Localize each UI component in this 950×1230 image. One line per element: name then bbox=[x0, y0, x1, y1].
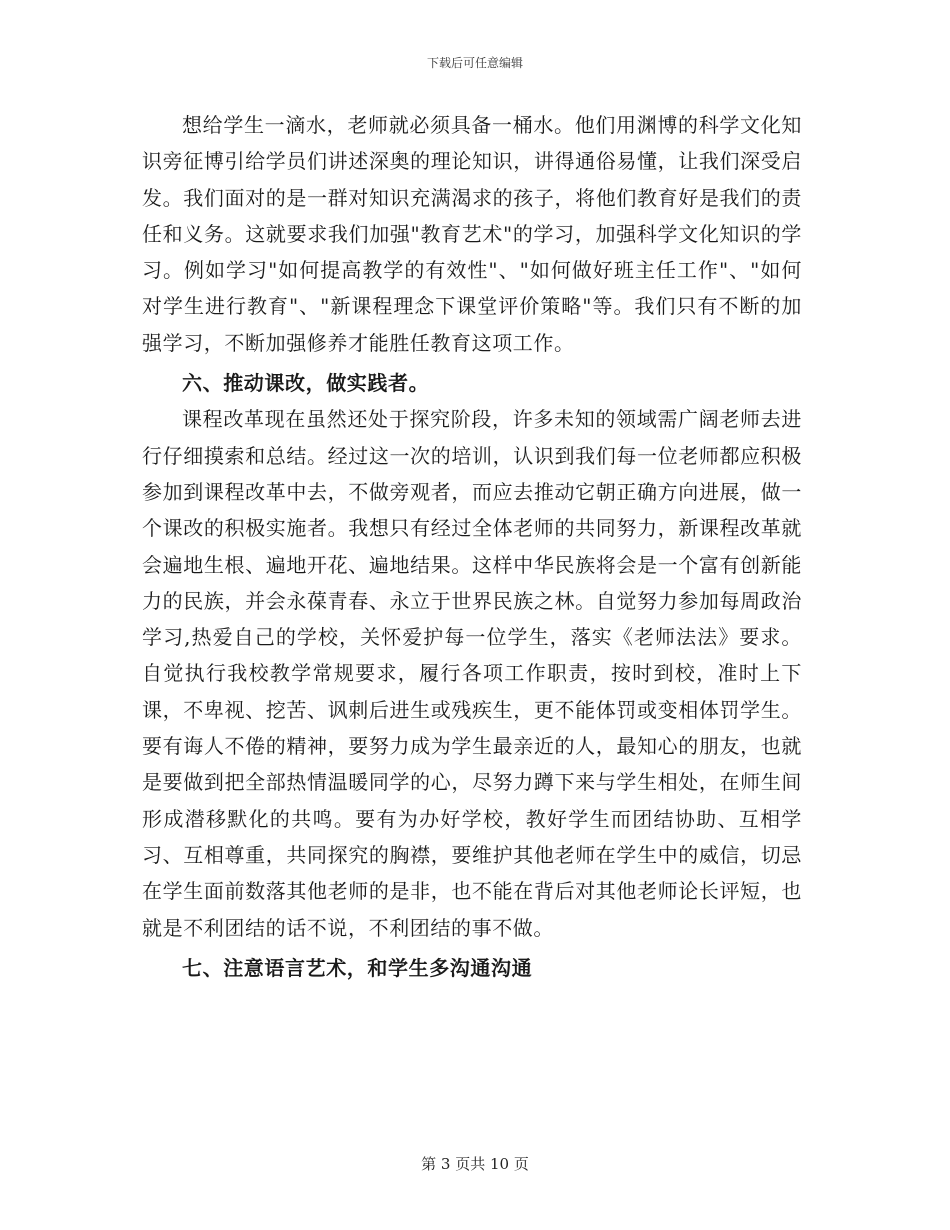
section-heading: 七、注意语言艺术，和学生多沟通沟通 bbox=[182, 955, 533, 980]
page-number: 第 3 页共 10 页 bbox=[421, 1155, 529, 1173]
paragraph: 想给学生一滴水，老师就必须具备一桶水。他们用渊博的科学文化知识旁征博引给学员们讲述深奥的理论知识，讲得通俗易懂，让我们深受启发。我们面对的是一群对知识充满渴求的孩子，将他们教育好是我们的责任和义务。这就要求我们加强"教育艺术"的学习，加强科学文化知识的学习。例如学习"如何提高教学的有效性"、"如何做好班主任工作"、"如何对学生进行教育"、"新课程理念下课堂评价策略"等。我们只有不断的加强学习，不断加强修养才能胜任教育这项工作。 bbox=[142, 113, 802, 355]
page-header: 下载后可任意编辑 bbox=[426, 56, 523, 70]
document-body bbox=[142, 107, 802, 986]
section-heading: 六、推动课改，做实践者。 bbox=[182, 371, 430, 396]
paragraph: 课程改革现在虽然还处于探究阶段，许多未知的领域需广阔老师去进行仔细摸索和总结。经过这一次的培训，认识到我们每一位老师都应积极参加到课程改革中去，不做旁观者，而应去推动它朝正确方向进展，做一个课改的积极实施者。我想只有经过全体老师的共同努力，新课程改革就会遍地生根、遍地开花、遍地结果。这样中华民族将会是一个富有创新能力的民族，并会永葆青春、永立于世界民族之林。自觉努力参加每周政治学习,热爱自己的学校，关怀爱护每一位学生，落实《老师法法》要求。自觉执行我校教学常规要求，履行各项工作职责，按时到校，准时上下课，不卑视、挖苦、讽刺后进生或残疾生，更不能体罚或变相体罚学生。要有诲人不倦的精神，要努力成为学生最亲近的人，最知心的朋友，也就是要做到把全部热情温暖同学的心，尽努力蹲下来与学生相处，在师生间形成潜移默化的共鸣。要有为办好学校，教好学生而团结协助、互相学习、互相尊重，共同探究的胸襟，要维护其他老师在学生中的威信，切忌在学生面前数落其他老师的是非，也不能在背后对其他老师论长评短，也就是不利团结的话不说，不利团结的事不做。 bbox=[142, 407, 802, 940]
